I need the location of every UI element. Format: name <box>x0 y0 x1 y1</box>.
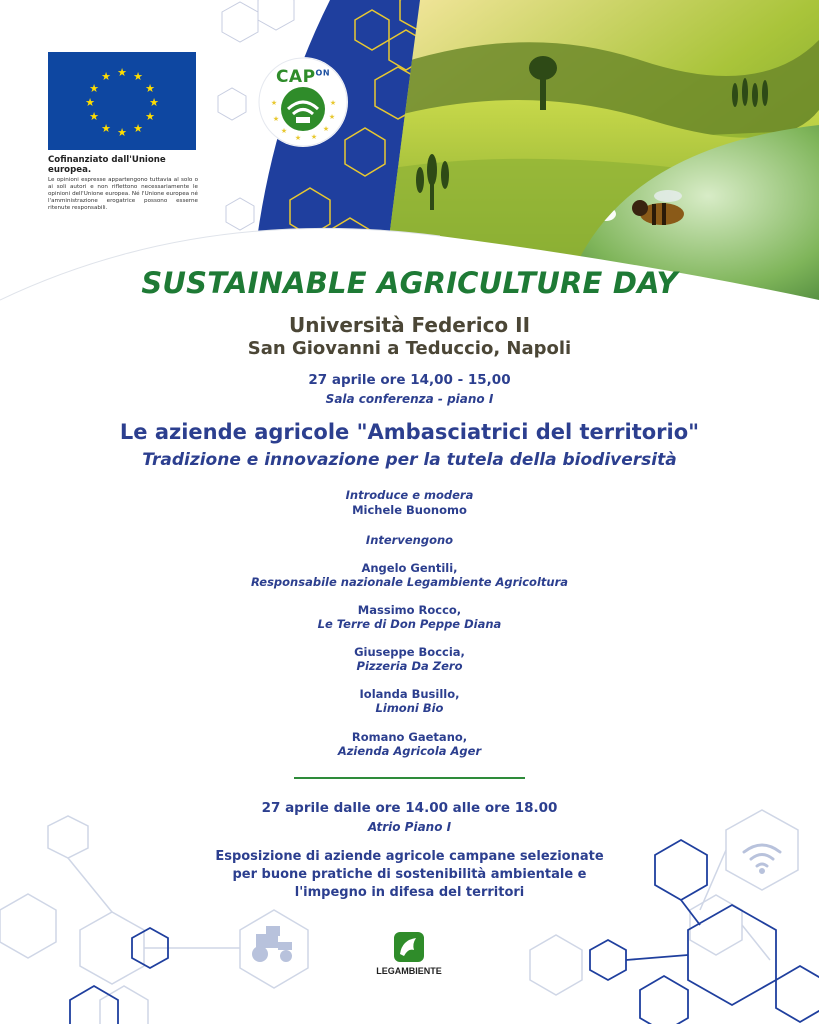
svg-text:★: ★ <box>145 82 155 95</box>
speaker-role: Pizzeria Da Zero <box>356 659 463 673</box>
exhibition-description <box>0 848 819 902</box>
conference-subtitle: Tradizione e innovazione per la tutela della biodiversità <box>142 450 677 470</box>
event-title: SUSTAINABLE AGRICULTURE DAY <box>141 266 678 300</box>
svg-text:★: ★ <box>145 110 155 123</box>
svg-text:★: ★ <box>89 82 99 95</box>
speaker-name: Angelo Gentili, <box>361 561 458 575</box>
conference-room: Sala conferenza - piano I <box>325 392 494 406</box>
tractor-icon <box>252 926 292 962</box>
svg-text:★: ★ <box>85 96 95 109</box>
legambiente-logo-icon <box>392 930 426 964</box>
description-line: l'impegno in difesa del territori <box>294 885 525 900</box>
speakers-label: Intervengono <box>365 533 454 547</box>
svg-text:★: ★ <box>280 127 288 135</box>
speaker-name: Giuseppe Boccia, <box>354 645 465 659</box>
svg-text:★: ★ <box>329 99 337 107</box>
svg-text:★: ★ <box>270 99 278 107</box>
svg-text:★: ★ <box>272 115 280 123</box>
conference-title: Le aziende agricole "Ambasciatrici del territorio" <box>119 420 700 444</box>
svg-text:★: ★ <box>328 113 336 121</box>
svg-text:★: ★ <box>133 122 143 135</box>
capon-logo-text <box>258 67 348 87</box>
svg-text:★: ★ <box>89 110 99 123</box>
svg-text:★: ★ <box>101 70 111 83</box>
svg-text:★: ★ <box>310 133 318 141</box>
svg-text:★: ★ <box>133 70 143 83</box>
capon-logo-sup: ON <box>315 68 331 78</box>
speaker-name: Iolanda Busillo, <box>359 687 460 701</box>
svg-text:★: ★ <box>117 126 127 139</box>
svg-text:★: ★ <box>149 96 159 109</box>
speaker-role: Azienda Agricola Ager <box>337 744 482 758</box>
section-divider <box>294 777 525 779</box>
eu-flag-icon <box>48 52 196 150</box>
svg-text:★: ★ <box>322 125 330 133</box>
legambiente-logo <box>359 930 459 980</box>
capon-logo-icon <box>258 57 348 147</box>
svg-text:★: ★ <box>117 66 127 79</box>
eu-funding-title: Cofinanziato dall'Unione europea. <box>48 155 166 175</box>
speaker-name: Massimo Rocco, <box>357 603 462 617</box>
speaker-name: Romano Gaetano, <box>351 730 468 744</box>
description-line: per buone pratiche di sostenibilità ambientale e <box>232 867 587 882</box>
speaker-role: Responsabile nazionale Legambiente Agricoltura <box>250 575 569 589</box>
event-location: San Giovanni a Teduccio, Napoli <box>247 338 572 359</box>
eu-disclaimer: Le opinioni espresse appartengono tuttavia al solo o ai soli autori e non riflettono necessariamente le opinioni dell'Unione europea. Né l'Unione europea né l'amministrazione erogatrice possono esserne ritenute responsabili. <box>48 177 198 211</box>
university-name: Università Federico II <box>288 313 531 337</box>
speaker-role: Limoni Bio <box>375 701 444 715</box>
speaker-role: Le Terre di Don Peppe Diana <box>317 617 502 631</box>
exhibition-room: Atrio Piano I <box>367 820 452 834</box>
conference-date: 27 aprile ore 14,00 - 15,00 <box>308 372 511 388</box>
capon-logo-main: CAP <box>275 67 316 87</box>
svg-text:★: ★ <box>101 122 111 135</box>
exhibition-date: 27 aprile dalle ore 14.00 alle ore 18.00 <box>261 800 558 816</box>
svg-text:★: ★ <box>294 134 302 142</box>
legambiente-logo-text: LEGAMBIENTE <box>376 966 442 976</box>
description-line: Esposizione di aziende agricole campane selezionate <box>215 849 604 864</box>
moderator-name: Michele Buonomo <box>352 503 467 517</box>
intro-label: Introduce e modera <box>345 488 474 502</box>
eu-funding-note <box>48 155 198 212</box>
